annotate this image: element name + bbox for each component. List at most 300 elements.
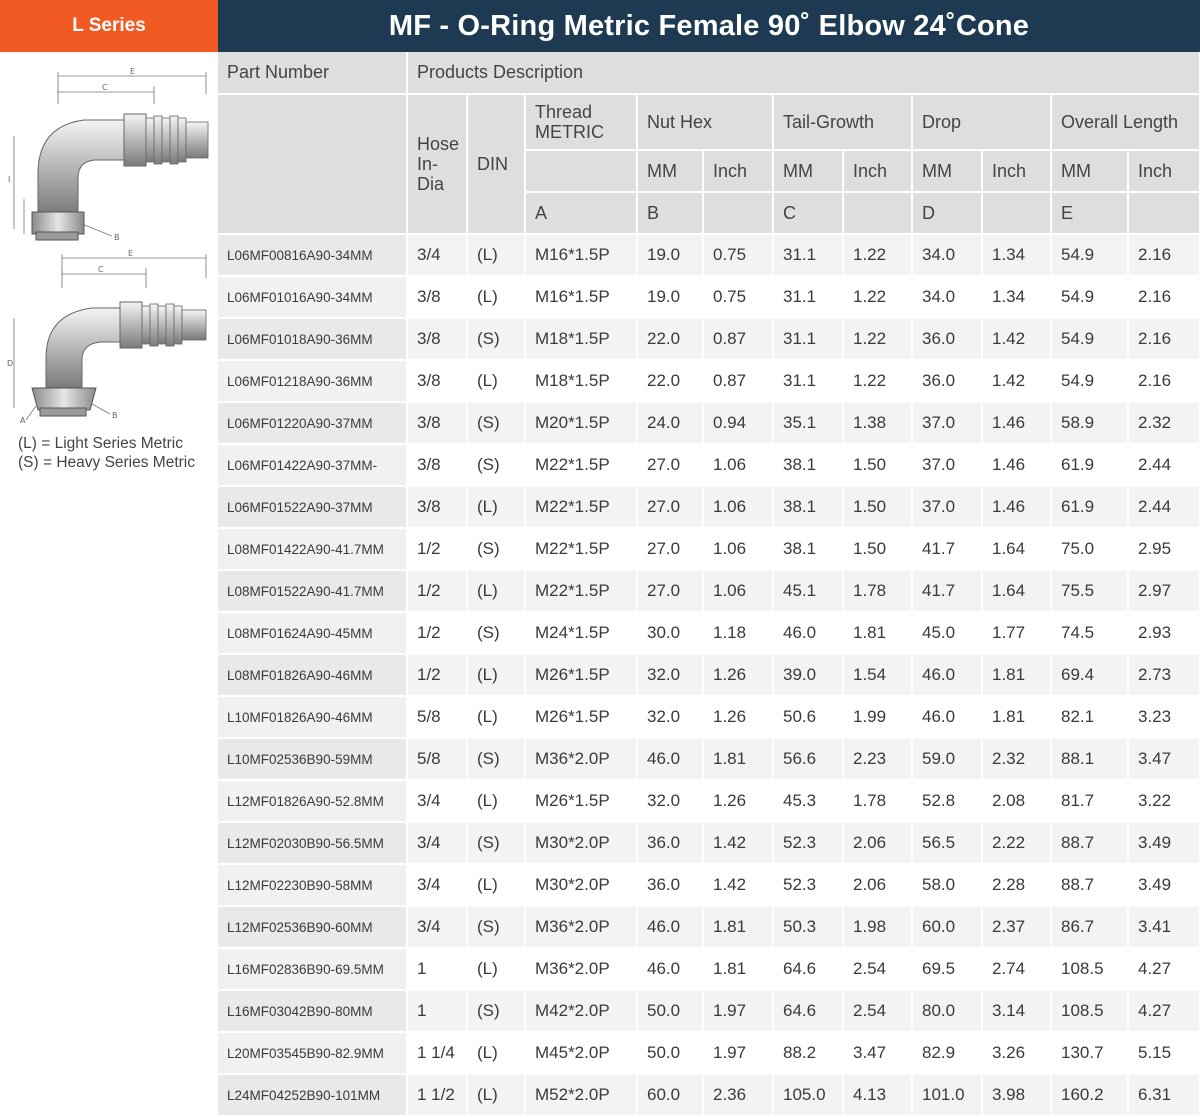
overall-length-mm-cell: 74.5 [1051, 612, 1128, 654]
din-cell: (S) [467, 822, 525, 864]
table-row [218, 402, 1200, 444]
hose-dia-cell: 3/4 [407, 864, 467, 906]
drop-inch-cell: 2.74 [982, 948, 1051, 990]
din-cell: (S) [467, 528, 525, 570]
tail-growth-mm-cell: 56.6 [773, 738, 843, 780]
overall-length-inch-cell: 4.27 [1128, 948, 1200, 990]
tail-growth-inch-cell: 4.13 [843, 1074, 912, 1116]
tail-growth-mm-cell: 39.0 [773, 654, 843, 696]
din-cell: (L) [467, 486, 525, 528]
tail-growth-mm-cell: 31.1 [773, 234, 843, 276]
part-number-cell: L08MF01826A90-46MM [218, 654, 407, 696]
fitting-drawing-bottom [6, 248, 212, 424]
tail-growth-mm-cell: 52.3 [773, 822, 843, 864]
overall-length-inch-cell: 4.27 [1128, 990, 1200, 1032]
din-cell: (L) [467, 864, 525, 906]
part-number-cell: L20MF03545B90-82.9MM [218, 1032, 407, 1074]
nut-hex-inch-cell: 1.06 [703, 486, 773, 528]
overall-length-inch-cell: 3.41 [1128, 906, 1200, 948]
overall-length-mm-cell: 88.7 [1051, 864, 1128, 906]
drop-mm-cell: 60.0 [912, 906, 982, 948]
din-cell: (L) [467, 1074, 525, 1116]
nut-hex-mm-cell: 27.0 [637, 486, 703, 528]
drop-inch-cell: 1.81 [982, 654, 1051, 696]
hose-dia-cell: 3/8 [407, 444, 467, 486]
drop-inch-cell: 1.77 [982, 612, 1051, 654]
header-overall-length: Overall Length [1051, 94, 1200, 150]
thread-cell: M36*2.0P [525, 906, 637, 948]
legend-heavy-series: (S) = Heavy Series Metric [18, 454, 196, 471]
overall-length-mm-cell: 88.1 [1051, 738, 1128, 780]
drop-inch-cell: 3.98 [982, 1074, 1051, 1116]
part-number-cell: L08MF01422A90-41.7MM [218, 528, 407, 570]
thread-cell: M20*1.5P [525, 402, 637, 444]
drop-inch-cell: 1.46 [982, 486, 1051, 528]
nut-hex-mm-cell: 46.0 [637, 738, 703, 780]
overall-length-inch-cell: 3.22 [1128, 780, 1200, 822]
header-hose-in-dia: Hose In- Dia [407, 94, 467, 234]
din-cell: (S) [467, 318, 525, 360]
tail-growth-inch-cell: 1.99 [843, 696, 912, 738]
header-letter-c-spacer [843, 192, 912, 234]
hose-dia-cell: 3/8 [407, 486, 467, 528]
tail-growth-mm-cell: 31.1 [773, 318, 843, 360]
part-number-cell: L12MF02536B90-60MM [218, 906, 407, 948]
overall-length-mm-cell: 108.5 [1051, 990, 1128, 1032]
tail-growth-mm-cell: 46.0 [773, 612, 843, 654]
din-cell: (S) [467, 402, 525, 444]
nut-hex-mm-cell: 22.0 [637, 360, 703, 402]
nut-hex-inch-cell: 1.81 [703, 948, 773, 990]
hose-dia-cell: 3/4 [407, 234, 467, 276]
nut-hex-inch-cell: 1.42 [703, 864, 773, 906]
thread-cell: M30*2.0P [525, 822, 637, 864]
thread-cell: M22*1.5P [525, 570, 637, 612]
din-cell: (L) [467, 696, 525, 738]
drop-inch-cell: 2.22 [982, 822, 1051, 864]
header-drop: Drop [912, 94, 1051, 150]
table-row [218, 696, 1200, 738]
overall-length-inch-cell: 2.16 [1128, 360, 1200, 402]
drop-mm-cell: 46.0 [912, 696, 982, 738]
nut-hex-inch-cell: 1.81 [703, 906, 773, 948]
tail-growth-inch-cell: 1.22 [843, 234, 912, 276]
overall-length-mm-cell: 54.9 [1051, 276, 1128, 318]
din-cell: (L) [467, 780, 525, 822]
overall-length-mm-cell: 61.9 [1051, 444, 1128, 486]
tail-growth-mm-cell: 38.1 [773, 528, 843, 570]
overall-length-mm-cell: 61.9 [1051, 486, 1128, 528]
tail-growth-inch-cell: 1.78 [843, 570, 912, 612]
overall-length-mm-cell: 88.7 [1051, 822, 1128, 864]
table-row [218, 528, 1200, 570]
table-row [218, 822, 1200, 864]
part-number-cell: L06MF01016A90-34MM [218, 276, 407, 318]
nut-hex-mm-cell: 27.0 [637, 528, 703, 570]
tail-growth-inch-cell: 3.47 [843, 1032, 912, 1074]
header-tail-mm: MM [773, 150, 843, 192]
nut-hex-inch-cell: 0.75 [703, 234, 773, 276]
din-cell: (S) [467, 738, 525, 780]
drop-inch-cell: 1.42 [982, 360, 1051, 402]
drop-mm-cell: 56.5 [912, 822, 982, 864]
nut-hex-mm-cell: 32.0 [637, 696, 703, 738]
overall-length-inch-cell: 2.95 [1128, 528, 1200, 570]
drop-mm-cell: 58.0 [912, 864, 982, 906]
part-number-cell: L12MF01826A90-52.8MM [218, 780, 407, 822]
drop-inch-cell: 1.34 [982, 234, 1051, 276]
nut-hex-mm-cell: 50.0 [637, 1032, 703, 1074]
thread-cell: M16*1.5P [525, 276, 637, 318]
drop-inch-cell: 2.37 [982, 906, 1051, 948]
svg-text:D: D [7, 359, 14, 368]
header-nut-inch: Inch [703, 150, 773, 192]
din-cell: (L) [467, 276, 525, 318]
overall-length-mm-cell: 54.9 [1051, 234, 1128, 276]
drop-inch-cell: 1.81 [982, 696, 1051, 738]
svg-text:C: C [102, 83, 108, 92]
drop-inch-cell: 3.26 [982, 1032, 1051, 1074]
drop-inch-cell: 1.34 [982, 276, 1051, 318]
nut-hex-mm-cell: 27.0 [637, 570, 703, 612]
table-row [218, 234, 1200, 276]
drop-mm-cell: 45.0 [912, 612, 982, 654]
drop-mm-cell: 101.0 [912, 1074, 982, 1116]
svg-text:B: B [114, 233, 120, 242]
overall-length-mm-cell: 69.4 [1051, 654, 1128, 696]
header-part-number-spacer [218, 94, 407, 234]
nut-hex-mm-cell: 22.0 [637, 318, 703, 360]
overall-length-mm-cell: 58.9 [1051, 402, 1128, 444]
tail-growth-mm-cell: 50.6 [773, 696, 843, 738]
nut-hex-inch-cell: 1.26 [703, 780, 773, 822]
overall-length-inch-cell: 2.16 [1128, 318, 1200, 360]
nut-hex-mm-cell: 32.0 [637, 780, 703, 822]
overall-length-inch-cell: 2.44 [1128, 444, 1200, 486]
drop-mm-cell: 69.5 [912, 948, 982, 990]
header-drop-mm: MM [912, 150, 982, 192]
drop-mm-cell: 59.0 [912, 738, 982, 780]
nut-hex-inch-cell: 1.06 [703, 528, 773, 570]
part-number-cell: L06MF01422A90-37MM- [218, 444, 407, 486]
header-tail-growth: Tail-Growth [773, 94, 912, 150]
part-number-cell: L12MF02030B90-56.5MM [218, 822, 407, 864]
table-row [218, 570, 1200, 612]
nut-hex-mm-cell: 30.0 [637, 612, 703, 654]
tail-growth-inch-cell: 1.98 [843, 906, 912, 948]
table-row [218, 738, 1200, 780]
nut-hex-mm-cell: 46.0 [637, 906, 703, 948]
hose-dia-cell: 3/8 [407, 402, 467, 444]
svg-text:I: I [8, 175, 11, 184]
drop-inch-cell: 1.46 [982, 444, 1051, 486]
tail-growth-inch-cell: 1.50 [843, 486, 912, 528]
thread-cell: M26*1.5P [525, 696, 637, 738]
drop-mm-cell: 82.9 [912, 1032, 982, 1074]
thread-cell: M24*1.5P [525, 612, 637, 654]
table-row [218, 864, 1200, 906]
part-number-cell: L10MF01826A90-46MM [218, 696, 407, 738]
overall-length-mm-cell: 81.7 [1051, 780, 1128, 822]
nut-hex-mm-cell: 19.0 [637, 276, 703, 318]
tail-growth-inch-cell: 1.22 [843, 360, 912, 402]
overall-length-inch-cell: 3.47 [1128, 738, 1200, 780]
part-number-cell: L06MF01220A90-37MM [218, 402, 407, 444]
header-thread-spacer [525, 150, 637, 192]
page-title: MF - O-Ring Metric Female 90˚ Elbow 24˚Cone [218, 0, 1200, 52]
nut-hex-inch-cell: 0.94 [703, 402, 773, 444]
part-number-cell: L10MF02536B90-59MM [218, 738, 407, 780]
table-row [218, 444, 1200, 486]
table-row [218, 486, 1200, 528]
overall-length-mm-cell: 54.9 [1051, 318, 1128, 360]
nut-hex-mm-cell: 46.0 [637, 948, 703, 990]
nut-hex-inch-cell: 0.87 [703, 318, 773, 360]
din-cell: (S) [467, 906, 525, 948]
overall-length-mm-cell: 130.7 [1051, 1032, 1128, 1074]
tail-growth-mm-cell: 38.1 [773, 444, 843, 486]
header-letter-c: C [773, 192, 843, 234]
part-number-cell: L24MF04252B90-101MM [218, 1074, 407, 1116]
overall-length-mm-cell: 160.2 [1051, 1074, 1128, 1116]
hose-dia-cell: 3/4 [407, 822, 467, 864]
hose-dia-cell: 3/4 [407, 906, 467, 948]
fitting-drawing-top [6, 64, 212, 244]
header-letter-e-spacer [1128, 192, 1200, 234]
thread-cell: M26*1.5P [525, 780, 637, 822]
tail-growth-inch-cell: 1.22 [843, 318, 912, 360]
overall-length-inch-cell: 2.16 [1128, 276, 1200, 318]
header-thread: Thread METRIC [525, 94, 637, 150]
nut-hex-inch-cell: 0.75 [703, 276, 773, 318]
overall-length-mm-cell: 75.5 [1051, 570, 1128, 612]
din-cell: (L) [467, 570, 525, 612]
tail-growth-mm-cell: 64.6 [773, 990, 843, 1032]
tail-growth-inch-cell: 1.54 [843, 654, 912, 696]
overall-length-inch-cell: 2.97 [1128, 570, 1200, 612]
tail-growth-inch-cell: 2.06 [843, 864, 912, 906]
tail-growth-mm-cell: 31.1 [773, 276, 843, 318]
nut-hex-inch-cell: 1.06 [703, 444, 773, 486]
nut-hex-mm-cell: 19.0 [637, 234, 703, 276]
specification-table [218, 52, 1200, 1117]
din-cell: (L) [467, 234, 525, 276]
header-length-inch: Inch [1128, 150, 1200, 192]
hose-dia-cell: 1 [407, 948, 467, 990]
thread-cell: M18*1.5P [525, 318, 637, 360]
thread-cell: M18*1.5P [525, 360, 637, 402]
header-products-description: Products Description [407, 52, 1200, 94]
drop-mm-cell: 36.0 [912, 360, 982, 402]
tail-growth-mm-cell: 45.1 [773, 570, 843, 612]
tail-growth-inch-cell: 1.50 [843, 528, 912, 570]
part-number-cell: L16MF02836B90-69.5MM [218, 948, 407, 990]
tail-growth-inch-cell: 2.54 [843, 948, 912, 990]
overall-length-inch-cell: 2.32 [1128, 402, 1200, 444]
thread-cell: M16*1.5P [525, 234, 637, 276]
drop-mm-cell: 46.0 [912, 654, 982, 696]
nut-hex-mm-cell: 36.0 [637, 864, 703, 906]
nut-hex-inch-cell: 1.26 [703, 696, 773, 738]
table-row [218, 276, 1200, 318]
din-cell: (S) [467, 612, 525, 654]
tail-growth-mm-cell: 31.1 [773, 360, 843, 402]
svg-text:B: B [112, 411, 118, 420]
table-row [218, 780, 1200, 822]
table-row [218, 360, 1200, 402]
table-row [218, 948, 1200, 990]
hose-dia-cell: 3/4 [407, 780, 467, 822]
header-tail-inch: Inch [843, 150, 912, 192]
svg-text:E: E [128, 249, 134, 258]
drop-inch-cell: 2.32 [982, 738, 1051, 780]
thread-cell: M22*1.5P [525, 486, 637, 528]
overall-length-mm-cell: 75.0 [1051, 528, 1128, 570]
thread-cell: M52*2.0P [525, 1074, 637, 1116]
tail-growth-inch-cell: 2.23 [843, 738, 912, 780]
tail-growth-inch-cell: 1.81 [843, 612, 912, 654]
din-cell: (L) [467, 360, 525, 402]
overall-length-inch-cell: 2.16 [1128, 234, 1200, 276]
table-row [218, 906, 1200, 948]
header-part-number: Part Number [218, 52, 407, 94]
table-row [218, 318, 1200, 360]
tail-growth-mm-cell: 35.1 [773, 402, 843, 444]
tail-growth-mm-cell: 50.3 [773, 906, 843, 948]
header-letter-d: D [912, 192, 982, 234]
thread-cell: M45*2.0P [525, 1032, 637, 1074]
tail-growth-inch-cell: 2.06 [843, 822, 912, 864]
header-din: DIN [467, 94, 525, 234]
series-tab: L Series [0, 0, 218, 52]
nut-hex-mm-cell: 36.0 [637, 822, 703, 864]
sidebar [0, 52, 218, 1117]
hose-dia-cell: 1/2 [407, 570, 467, 612]
hose-dia-cell: 5/8 [407, 738, 467, 780]
drop-inch-cell: 2.08 [982, 780, 1051, 822]
din-cell: (L) [467, 654, 525, 696]
table-body [218, 234, 1200, 1116]
tail-growth-inch-cell: 1.78 [843, 780, 912, 822]
header-drop-inch: Inch [982, 150, 1051, 192]
nut-hex-mm-cell: 60.0 [637, 1074, 703, 1116]
thread-cell: M36*2.0P [525, 738, 637, 780]
nut-hex-inch-cell: 1.18 [703, 612, 773, 654]
tail-growth-mm-cell: 45.3 [773, 780, 843, 822]
din-cell: (L) [467, 948, 525, 990]
table-header [218, 52, 1200, 234]
overall-length-inch-cell: 2.73 [1128, 654, 1200, 696]
tail-growth-inch-cell: 1.50 [843, 444, 912, 486]
drop-mm-cell: 37.0 [912, 486, 982, 528]
table-row [218, 1032, 1200, 1074]
din-cell: (S) [467, 444, 525, 486]
hose-dia-cell: 1 1/4 [407, 1032, 467, 1074]
nut-hex-mm-cell: 24.0 [637, 402, 703, 444]
nut-hex-inch-cell: 1.97 [703, 1032, 773, 1074]
nut-hex-inch-cell: 0.87 [703, 360, 773, 402]
overall-length-inch-cell: 3.23 [1128, 696, 1200, 738]
thread-cell: M26*1.5P [525, 654, 637, 696]
hose-dia-cell: 5/8 [407, 696, 467, 738]
drop-mm-cell: 37.0 [912, 402, 982, 444]
table-row [218, 612, 1200, 654]
table-row [218, 990, 1200, 1032]
tail-growth-inch-cell: 1.22 [843, 276, 912, 318]
svg-text:A: A [20, 416, 26, 424]
overall-length-inch-cell: 2.93 [1128, 612, 1200, 654]
nut-hex-inch-cell: 1.42 [703, 822, 773, 864]
drop-inch-cell: 1.46 [982, 402, 1051, 444]
nut-hex-inch-cell: 1.81 [703, 738, 773, 780]
drop-mm-cell: 41.7 [912, 528, 982, 570]
nut-hex-inch-cell: 1.26 [703, 654, 773, 696]
part-number-cell: L16MF03042B90-80MM [218, 990, 407, 1032]
overall-length-inch-cell: 3.49 [1128, 864, 1200, 906]
tail-growth-mm-cell: 105.0 [773, 1074, 843, 1116]
nut-hex-mm-cell: 32.0 [637, 654, 703, 696]
drop-mm-cell: 34.0 [912, 234, 982, 276]
hose-dia-cell: 3/8 [407, 276, 467, 318]
drop-mm-cell: 80.0 [912, 990, 982, 1032]
thread-cell: M22*1.5P [525, 528, 637, 570]
drop-inch-cell: 1.64 [982, 570, 1051, 612]
tail-growth-mm-cell: 88.2 [773, 1032, 843, 1074]
part-number-cell: L06MF01218A90-36MM [218, 360, 407, 402]
hose-dia-cell: 3/8 [407, 318, 467, 360]
drop-inch-cell: 1.42 [982, 318, 1051, 360]
drop-mm-cell: 41.7 [912, 570, 982, 612]
drop-mm-cell: 52.8 [912, 780, 982, 822]
part-number-cell: L06MF01018A90-36MM [218, 318, 407, 360]
table-row [218, 1074, 1200, 1116]
drop-inch-cell: 1.64 [982, 528, 1051, 570]
thread-cell: M22*1.5P [525, 444, 637, 486]
part-number-cell: L08MF01624A90-45MM [218, 612, 407, 654]
header-nut-hex: Nut Hex [637, 94, 773, 150]
din-cell: (S) [467, 990, 525, 1032]
hose-dia-cell: 1/2 [407, 654, 467, 696]
nut-hex-mm-cell: 50.0 [637, 990, 703, 1032]
drop-inch-cell: 2.28 [982, 864, 1051, 906]
thread-cell: M30*2.0P [525, 864, 637, 906]
overall-length-mm-cell: 82.1 [1051, 696, 1128, 738]
header-letter-d-spacer [982, 192, 1051, 234]
tail-growth-mm-cell: 52.3 [773, 864, 843, 906]
hose-dia-cell: 3/8 [407, 360, 467, 402]
part-number-cell: L12MF02230B90-58MM [218, 864, 407, 906]
overall-length-mm-cell: 54.9 [1051, 360, 1128, 402]
overall-length-inch-cell: 2.44 [1128, 486, 1200, 528]
tail-growth-mm-cell: 38.1 [773, 486, 843, 528]
hose-dia-cell: 1 [407, 990, 467, 1032]
drop-inch-cell: 3.14 [982, 990, 1051, 1032]
nut-hex-inch-cell: 1.06 [703, 570, 773, 612]
overall-length-inch-cell: 3.49 [1128, 822, 1200, 864]
drop-mm-cell: 37.0 [912, 444, 982, 486]
tail-growth-inch-cell: 2.54 [843, 990, 912, 1032]
part-number-cell: L06MF01522A90-37MM [218, 486, 407, 528]
table-row [218, 654, 1200, 696]
thread-cell: M42*2.0P [525, 990, 637, 1032]
header-letter-a: A [525, 192, 637, 234]
header-letter-b-spacer [703, 192, 773, 234]
drop-mm-cell: 34.0 [912, 276, 982, 318]
hose-dia-cell: 1 1/2 [407, 1074, 467, 1116]
svg-text:E: E [130, 67, 136, 76]
part-number-cell: L08MF01522A90-41.7MM [218, 570, 407, 612]
nut-hex-inch-cell: 1.97 [703, 990, 773, 1032]
